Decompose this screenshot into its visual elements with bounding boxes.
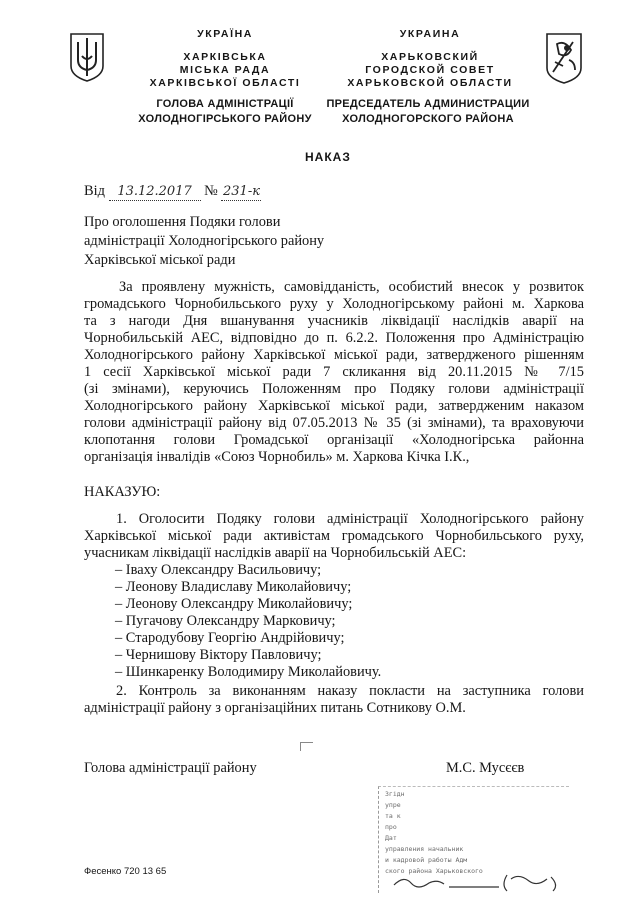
preamble-paragraph [84, 279, 584, 466]
preamble-line: та з нагоди Дня вшанування учасників ліквідації наслідків аварії на [84, 313, 584, 329]
order-item-2 [84, 683, 584, 717]
kharkiv-coat-of-arms-icon [545, 32, 583, 84]
header-ukrainian [135, 28, 315, 90]
preamble-line: громадського Чорнобильського руху у Холодногірському районі м. Харкова [84, 296, 584, 312]
stamp-line: ского района Харьковского [385, 867, 483, 875]
header-council-ru: ГОРОДСКОЙ СОВЕТ [365, 64, 495, 76]
signature-name: М.С. Мусєєв [446, 760, 525, 776]
header-russian [335, 28, 525, 90]
list-item: – Шинкаренку Володимиру Миколайовичу. [115, 664, 382, 680]
stamp-text [385, 789, 483, 877]
preamble-line: голови адміністрації району від 07.05.2013 № 35 (зі змінами), та враховуючи [84, 415, 584, 431]
item-line: 1. Оголосити Подяку голови адміністрації Холодногірського району [116, 511, 584, 527]
subject-line: Про оголошення Подяки голови [84, 214, 281, 230]
number-label: № [204, 183, 218, 199]
handwritten-signature-icon [389, 871, 564, 893]
list-item: – Іваху Олександру Васильовичу; [115, 562, 322, 578]
list-item: – Пугачову Олександру Марковичу; [115, 613, 336, 629]
list-item: – Стародубову Георгію Андрійовичу; [115, 630, 345, 646]
stamp-line: Згідн [385, 790, 405, 798]
stamp-line: та к [385, 812, 401, 820]
scan-mark [300, 742, 313, 751]
list-item: – Чернишову Віктору Павловичу; [115, 647, 322, 663]
subject-line: Харківської міської ради [84, 252, 236, 268]
header-council-ru: ХАРЬКОВСКОЙ ОБЛАСТИ [347, 77, 513, 89]
header-country-ru: УКРАИНА [399, 28, 461, 40]
order-item-1 [84, 511, 584, 562]
preamble-line: Чорнобильській АЕС, відповідно до п. 6.2.2. Положення про Адміністрацію [84, 330, 584, 346]
date-row [84, 183, 261, 201]
header-council-ua: МІСЬКА РАДА [179, 64, 271, 76]
document-title: НАКАЗ [305, 150, 351, 164]
preamble-line: 1 сесії Харківської міської ради 7 скликання від 20.11.2015 № 7/15 [84, 364, 584, 380]
header-admin-ua: ГОЛОВА АДМІНІСТРАЦІЇ [156, 98, 294, 110]
header-council-ua: ХАРКІВСЬКОЇ ОБЛАСТІ [149, 77, 301, 89]
header-admin-russian [312, 97, 544, 127]
header-admin-ru: ПРЕДСЕДАТЕЛЬ АДМИНИСТРАЦИИ [326, 98, 530, 110]
stamp-line: Дат [385, 834, 397, 842]
date-from-label: Від [84, 183, 105, 199]
header-council-ru: ХАРЬКОВСКИЙ [381, 51, 479, 63]
number-handwritten: 231-к [223, 184, 260, 199]
item-line: 2. Контроль за виконанням наказу покласти на заступника голови [116, 683, 584, 699]
preamble-line: За проявлену мужність, самовідданість, особистий внесок у розвиток [119, 279, 584, 295]
header-admin-ua: ХОЛОДНОГІРСЬКОГО РАЙОНУ [138, 113, 312, 125]
date-handwritten: 13.12.2017 [109, 183, 201, 201]
approval-stamp [378, 786, 569, 893]
preamble-line: організація інвалідів «Союз Чорнобиль» м. Харкова Кічка І.К., [84, 449, 470, 465]
header-country-ua: УКРАЇНА [197, 28, 253, 40]
recipients-list [115, 562, 381, 681]
stamp-line: упре [385, 801, 401, 809]
executor-note: Фесенко 720 13 65 [84, 866, 167, 877]
list-item: – Леонову Олександру Миколайовичу; [115, 596, 353, 612]
signature-position: Голова адміністрації району [84, 760, 257, 776]
stamp-line: управления начальник [385, 845, 464, 853]
preamble-line: Холодногірського району Харківської міської ради, затвердженого рішенням [84, 347, 584, 363]
stamp-line: и кадровой работы Адм [385, 856, 468, 864]
trident-emblem-icon [69, 32, 105, 82]
header-admin-ru: ХОЛОДНОГОРСКОГО РАЙОНА [342, 113, 514, 125]
header-admin-ukrainian [115, 97, 335, 127]
subject-block [84, 213, 324, 270]
subject-line: адміністрації Холодногірського району [84, 233, 325, 249]
item-line: Харківської міської ради активістам громадського Чорнобильського руху, [84, 528, 584, 544]
list-item: – Леонову Владиславу Миколайовичу; [115, 579, 352, 595]
order-heading: НАКАЗУЮ: [84, 484, 161, 500]
preamble-line: Холодногірського району Харківської міської ради, затвердженим наказом [84, 398, 584, 414]
stamp-line: про [385, 823, 397, 831]
preamble-line: клопотання голови Громадської організації «Холодногірська районна [84, 432, 584, 448]
header-council-ua: ХАРКІВСЬКА [183, 51, 267, 63]
preamble-line: (зі змінами), керуючись Положенням про Подяку голови адміністрації [84, 381, 584, 397]
item-line: учасникам ліквідації наслідків аварії на Чорнобильській АЕС: [84, 545, 467, 561]
item-line: адміністрації району з організаційних питань Сотникову О.М. [84, 700, 466, 716]
